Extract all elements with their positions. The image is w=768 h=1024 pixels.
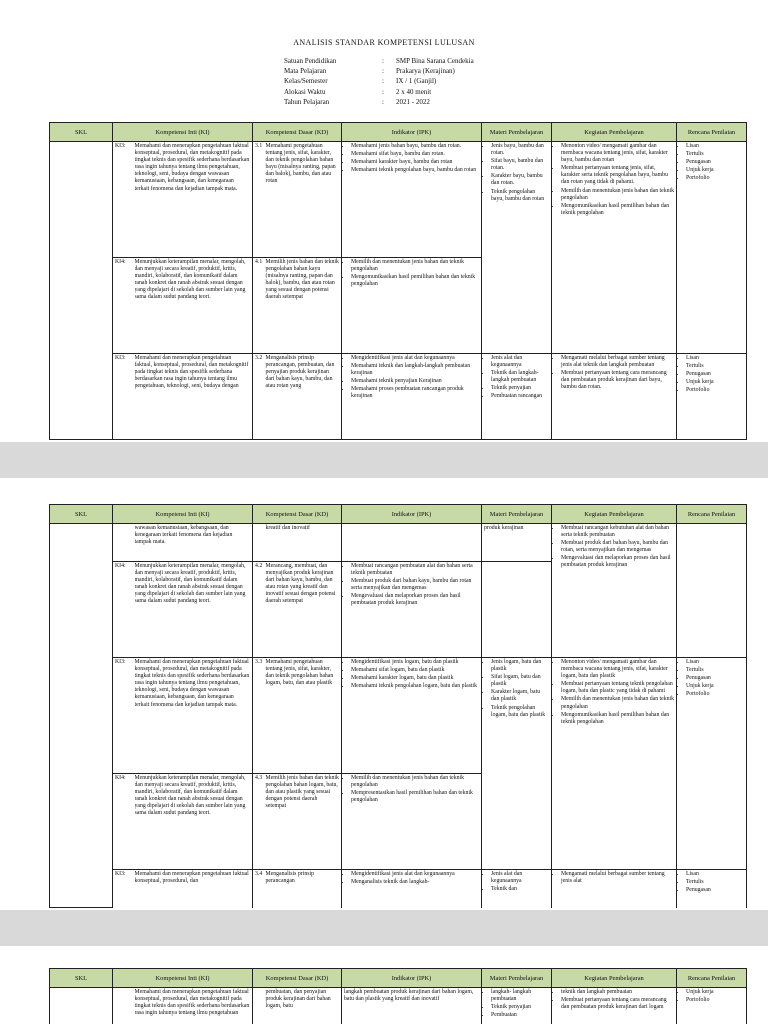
- kegiatan-item: • Memilih dan menentukan jenis bahan dan teknik pengolahan: [561, 696, 674, 710]
- ki-text: Memahami dan menerapkan pengetahuan faktual, konseptual, prosedural, dan metakognitif pada tingkat teknis dan spesifik sederhana berdasarkan rasa ingin tahunya tentang ilmu pengetahuan, teknologi, seni, budaya dengan: [135, 354, 253, 440]
- penilaian-item: • Tertulis: [686, 879, 744, 886]
- ipk-item: • Memahami proses pembuatan rancangan produk kerajinan: [351, 386, 479, 400]
- materi-item: • Pembuatan: [491, 1012, 549, 1019]
- kd-text: Memahami pengetahuan tentang jenis, sifat, karakter, dan teknik pengolahan bahan bayu (misalnya ranting, papan dan balok), bambu, dan atau rotan: [265, 142, 342, 258]
- ki-code: KI4:: [113, 562, 135, 658]
- ipk-item: • Memahami karakter bayu, bambu dan rotan: [351, 159, 479, 166]
- penilaian-item: • Penugasan: [686, 159, 744, 166]
- kd-number: 3.1: [253, 142, 265, 258]
- meta-value: 2 x 40 menit: [396, 87, 432, 96]
- skl-table-page-1: [49, 122, 747, 440]
- materi-item: • Jenis logam, batu dan plastik: [491, 659, 549, 673]
- ki-text: Menunjukkan keterampilan menalar, mengolah, dan menyaji secara kreatif, produktif, kritis, mandiri, kolaboratif, dan komunikatif dalam ranah konkret dan ranah abstrak sesuai dengan yang dipelajari di sekolah dan sumber lain yang sama dalam sudut pandang teori.: [135, 258, 253, 354]
- materi-item: • langkah- langkah pembuatan: [491, 989, 549, 1003]
- table-row: [50, 524, 747, 562]
- meta-label: Kelas/Semester: [284, 77, 328, 86]
- kegiatan-cell: [552, 870, 677, 908]
- meta-colon: :: [382, 57, 384, 65]
- materi-item: • Teknik dan: [491, 886, 549, 893]
- header-materi: Materi Pembelajaran: [482, 505, 552, 524]
- header-ipk: Indikator (IPK): [342, 123, 482, 142]
- ki-code: [113, 524, 135, 562]
- header-ki: Kompetensi Inti (KI): [113, 969, 253, 988]
- kegiatan-item: • Menonton video/ mengamati gambar dan membaca wacana tentang jenis, sifat, karakter logam, batu dan plastik: [561, 659, 674, 680]
- penilaian-item: • Lisan: [686, 871, 744, 878]
- materi-item: • Jenis alat dan kegunaannya: [491, 355, 549, 369]
- penilaian-item: • Tertulis: [686, 363, 744, 370]
- ipk-item: • Memahami teknik dan langkah-langkah pembuatan kerajinan: [351, 363, 479, 377]
- skl-table-page-3: [49, 968, 747, 1024]
- ipk-item: • Memahami teknik penyajian Kerajinan: [351, 378, 479, 385]
- ipk-item: • Mengomunikasikan hasil pemilihan bahan dan teknik pengolahan: [351, 274, 479, 288]
- kegiatan-item: • Mengamati melalui berbagai sumber tentang jenis alat: [561, 871, 674, 885]
- materi-item: • Jenis alat dan kegunaannya: [491, 871, 549, 885]
- table-header-row: [50, 505, 747, 524]
- table-row: [50, 658, 747, 774]
- ipk-item: • Membuat produk dari bahan kayu, bambu dan rotan serta menyajikan dan mengemas: [351, 578, 479, 592]
- ipk-cell: [342, 774, 482, 870]
- ki-text: Memahami dan menerapkan pengetahuan faktual konseptual, prosedural, dan metakognitif pada tingkat teknis dan spesifik sederhana berdasarkan rasa ingin tahunya tentang ilmu pengetahuan: [135, 988, 253, 1024]
- meta-row: [284, 87, 474, 97]
- header-ki: Kompetensi Inti (KI): [113, 505, 253, 524]
- materi-item: • Teknik dan langkah- langkah pembuatan: [491, 370, 549, 384]
- ipk-item: • Mengevaluasi dan melaporkan proses dan hasil pembuatan produk kerajinan: [351, 593, 479, 607]
- ki-code: KI3:: [113, 142, 135, 258]
- penilaian-item: • Unjuk kerja: [686, 989, 744, 996]
- materi-cell: [482, 354, 552, 440]
- kegiatan-cell: [552, 524, 677, 658]
- penilaian-item: • Unjuk kerja: [686, 167, 744, 174]
- header-skl: SKL: [50, 505, 113, 524]
- penilaian-item: • Lisan: [686, 355, 744, 362]
- ipk-item: • Menganalisis teknik dan langkah-: [351, 879, 479, 886]
- kegiatan-item: • Menonton video/ mengamati gambar dan membaca wacana tentang jenis, sifat, karakter bayu, bambu dan rotan: [561, 143, 674, 164]
- kegiatan-cell: [552, 142, 677, 354]
- header-penilaian: Rencana Penilaian: [677, 505, 747, 524]
- page-3: [0, 946, 768, 1024]
- kegiatan-item: • Mengomunikasikan hasil pemilihan bahan dan teknik pengolahan: [561, 203, 674, 217]
- kegiatan-item: • Membuat pertanyaan tentang jenis, sifat, karakter serta teknik pengolahan bayu, bambu dan rotan yang tidak di pahami.: [561, 165, 674, 186]
- materi-cell: [482, 562, 552, 658]
- ipk-item: • Memilih dan menentukan jenis bahan dan teknik pengolahan: [351, 775, 479, 789]
- skl-cell: [50, 988, 113, 1024]
- header-ipk: Indikator (IPK): [342, 505, 482, 524]
- ki-text: Memahami dan menerapkan pengetahuan faktual konseptual, prosedural, dan metakognitif pada tingkat teknis dan spesifik sederhana berdasarkan rasa ingin tahunya tentang ilmu pengetahuan, teknologi, seni, budaya dengan wawasan kemanusiaan, kebangsaan, dan kenegaraan terkait fenomena dan kejadian tampak mata.: [135, 142, 253, 258]
- header-ki: Kompetensi Inti (KI): [113, 123, 253, 142]
- kd-text: Menganalisis prinsip perancangan, pembuatan, dan penyajian produk kerajinan dari bahan kayu, bambu, dan atau rotan yang: [265, 354, 342, 440]
- ki-code: KI4:: [113, 258, 135, 354]
- ipk-item: • Mengidentifikasi jenis logam, batu dan plastik: [351, 659, 479, 666]
- ipk-cell: [342, 142, 482, 258]
- skl-table-page-2: [49, 504, 747, 908]
- page-1: [0, 0, 768, 442]
- penilaian-item: • Penugasan: [686, 675, 744, 682]
- kd-number: 3.3: [253, 658, 265, 774]
- ipk-item: • Mengidentifikasi jenis alat dan kegunaannya: [351, 871, 479, 878]
- materi-item: • Teknik pengolahan bayu, bambu dan rotan: [491, 189, 549, 203]
- meta-colon: :: [382, 77, 384, 86]
- ki-text: Menunjukkan keterampilan menalar, mengolah, dan menyaji secara kreatif, produktif, kritis, mandiri, kolaboratif, dan komunikatif dalam ranah konkret dan ranah abstrak sesuai dengan yang dipelajari di sekolah dan sumber lain yang sama dalam sudut pandang teori.: [135, 562, 253, 658]
- kd-text: Merancang, membuat, dan menyajikan produk kerajinan dari bahan kayu, bambu, dan atau rotan yang kreatif dan inovatif sesuai dengan potensi daerah setempat: [265, 562, 342, 658]
- kegiatan-item: • Membuat pertanyaan tentang cara merancang dan pembuatan produk kerajinan dari bayu, bambu dan rotan.: [561, 370, 674, 391]
- materi-item: • Sifat bayu, bambu dan rotan.: [491, 158, 549, 172]
- kd-number: 3.4: [253, 870, 265, 908]
- ki-code: [113, 988, 135, 1024]
- table-header-row: [50, 969, 747, 988]
- header-kd: Kompetensi Dasar (KD): [253, 505, 342, 524]
- header-skl: SKL: [50, 969, 113, 988]
- materi-item: • Karakter logam, batu dan plastik: [491, 689, 549, 703]
- penilaian-cell: [677, 988, 747, 1024]
- kegiatan-item: • Mengamati melalui berbagai sumber tentang jenis alat teknik dan langkah pembuatan: [561, 355, 674, 369]
- ipk-item: • Memahami karakter logam, batu dan plastik: [351, 675, 479, 682]
- ipk-cell: [342, 658, 482, 774]
- penilaian-item: • Lisan: [686, 143, 744, 150]
- penilaian-item: • Portofolio: [686, 175, 744, 182]
- kd-number: 3.2: [253, 354, 265, 440]
- ipk-item: • Memahami sifat logam, batu dan plastik: [351, 667, 479, 674]
- materi-item: • Teknik penyajian: [491, 385, 549, 392]
- header-skl: SKL: [50, 123, 113, 142]
- meta-row: [284, 97, 474, 107]
- meta-colon: :: [382, 67, 384, 76]
- materi-item: • Jenis bayu, bambu dan rotan.: [491, 143, 549, 157]
- meta-value: 2021 - 2022: [396, 97, 430, 106]
- kegiatan-item: • teknik dan langkah pembuatan: [561, 989, 674, 996]
- penilaian-item: • Portofolio: [686, 997, 744, 1004]
- meta-label: Tahun Pelajaran: [284, 97, 330, 106]
- skl-cell: [50, 142, 113, 440]
- materi-item: • Teknik penyajian: [491, 1004, 549, 1011]
- ipk-cell: langkah pembuatan produk kerajinan dari bahan logam, batu dan plastik yang kreatif dan inovatif: [342, 988, 482, 1024]
- ipk-item: • Memilih dan menentukan jenis bahan dan teknik pengolahan: [351, 259, 479, 273]
- penilaian-item: • Portofolio: [686, 691, 744, 698]
- penilaian-item: • Portofolio: [686, 387, 744, 394]
- penilaian-cell: [677, 142, 747, 354]
- kegiatan-item: • Mengevaluasi dan melaporkan proses dan hasil pembuatan produk kerajinan: [561, 555, 674, 569]
- ipk-item: • Memahami teknik pengolahan bayu, bambu dan rotan: [351, 167, 479, 174]
- ipk-item: • Memahami sifat bayu, bambu dan rotan.: [351, 151, 479, 158]
- ki-code: KI4:: [113, 774, 135, 870]
- kegiatan-item: • Mengomunikasikan hasil pemilihan bahan dan teknik pengolahan: [561, 712, 674, 726]
- table-row: [50, 870, 747, 908]
- kd-number: 4.1: [253, 258, 265, 354]
- kegiatan-item: • Membuat pertanyaan tentang teknik pengolahan logam, batu dan plastic yang tidak di pahami: [561, 681, 674, 695]
- penilaian-item: • Unjuk kerja: [686, 683, 744, 690]
- kd-text: kreatif dan inovatif: [265, 524, 342, 562]
- header-kegiatan: Kegiatan Pembelajaran: [552, 969, 677, 988]
- materi-item: • Sifat logam, batu dan plastik: [491, 674, 549, 688]
- ipk-cell: [342, 870, 482, 908]
- materi-cell: [482, 658, 552, 870]
- penilaian-cell: [677, 354, 747, 440]
- header-kegiatan: Kegiatan Pembelajaran: [552, 123, 677, 142]
- table-header-row: [50, 123, 747, 142]
- penilaian-cell: [677, 870, 747, 908]
- materi-cell: [482, 870, 552, 908]
- ipk-item: • Mengidentifikasi jenis alat dan kegunaannya: [351, 355, 479, 362]
- materi-item: • Karakter bayu, bambu dan rotan.: [491, 173, 549, 187]
- kd-text: Menganalisis prinsip perancangan: [265, 870, 342, 908]
- penilaian-cell: [677, 658, 747, 870]
- penilaian-item: • Penugasan: [686, 887, 744, 894]
- kd-text: Memilih jenis bahan dan teknik pengolahan bahan kayu (misalnya ranting, papan dan balok), bambu, dan atau rotan yang sesuai dengan potensi daerah setempat: [265, 258, 342, 354]
- table-row: [50, 142, 747, 258]
- header-materi: Materi Pembelajaran: [482, 123, 552, 142]
- ki-text: Menunjukkan keterampilan menalar, mengolah, dan menyaji secara kreatif, produktif, kritis, mandiri, kolaboratif, dan komunikatif dalam ranah konkret dan ranah abstrak sesuai dengan yang dipelajari di sekolah dan sumber lain yang sama dalam sudut pandang teori.: [135, 774, 253, 870]
- header-penilaian: Rencana Penilaian: [677, 123, 747, 142]
- penilaian-item: • Unjuk kerja: [686, 379, 744, 386]
- meta-label: Mata Pelajaran: [284, 67, 327, 76]
- kd-text: Memahami pengetahuan tentang jenis, sifat, karakter, dan teknik pengolahan bahan logam, batu, dan atau plastik: [265, 658, 342, 774]
- ipk-cell: [342, 258, 482, 354]
- kd-number: [253, 988, 265, 1024]
- page-2: [0, 478, 768, 910]
- materi-cell: [482, 988, 552, 1024]
- meta-label: Satuan Pendidikan: [284, 57, 337, 65]
- ki-text: wawasan kemanusiaan, kebangsaan, dan kenegaraan terkait fenomena dan kejadian tampak mata.: [135, 524, 253, 562]
- kegiatan-item: • Membuat produk dari bahan bayu, bambu dan rotan, serta menyajikan dan mengemas: [561, 540, 674, 554]
- header-kd: Kompetensi Dasar (KD): [253, 969, 342, 988]
- ipk-cell: [342, 354, 482, 440]
- ipk-cell: [342, 562, 482, 658]
- kegiatan-item: • Membuat rancangan kebutuhan alat dan bahan serta teknik pembuatan: [561, 525, 674, 539]
- penilaian-item: • Tertulis: [686, 151, 744, 158]
- skl-cell: [50, 524, 113, 908]
- kd-text: pembuatan, dan penyajian produk kerajinan dari bahan logam, batu: [265, 988, 342, 1024]
- meta-value: IX / 1 (Ganjil): [396, 77, 437, 86]
- meta-row: [284, 76, 474, 86]
- ki-text: Memahami dan menerapkan pengetahuan faktual konseptual, prosedural, dan metakognitif pada tingkat teknis dan spesifik sederhana berdasarkan rasa ingin tahunya tentang ilmu pengetahuan, teknologi, seni, budaya dengan wawasan kemanusiaan, kebangsaan, dan kenegaraan terkait fenomena dan kejadian tampak mata.: [135, 658, 253, 774]
- materi-item: • Teknik pengolahan logam, batu dan plastik: [491, 705, 549, 719]
- document-title: ANALISIS STANDAR KOMPETENSI LULUSAN: [293, 38, 475, 47]
- ipk-item: • Memahami teknik pengolahan logam, batu dan plastik: [351, 683, 479, 690]
- header-ipk: Indikator (IPK): [342, 969, 482, 988]
- kegiatan-cell: [552, 354, 677, 440]
- table-row: [50, 354, 747, 440]
- meta-value: SMP Bina Sarana Cendekia: [396, 57, 474, 65]
- kd-text: Memilih jenis bahan dan teknik pengolahan bahan logam, batu, dan atau plastik yang sesuai dengan potensi daerah setempat: [265, 774, 342, 870]
- penilaian-item: • Lisan: [686, 659, 744, 666]
- ipk-item: • Mempresentasikan hasil pemilihan bahan dan teknik pengolahan: [351, 790, 479, 804]
- meta-label: Alokasi Waktu: [284, 87, 326, 96]
- meta-row: [284, 66, 474, 76]
- ipk-cell: [342, 524, 482, 562]
- materi-cell: produk kerajinan: [482, 524, 552, 562]
- penilaian-cell: [677, 524, 747, 658]
- ki-code: KI3:: [113, 870, 135, 908]
- ipk-item: • Memahami jenis bahan bayu, bambu dan rotan.: [351, 143, 479, 150]
- meta-row: [284, 56, 474, 66]
- ki-code: KI3:: [113, 354, 135, 440]
- materi-item: • Pembuatan rancangan: [491, 393, 549, 400]
- header-kegiatan: Kegiatan Pembelajaran: [552, 505, 677, 524]
- kegiatan-item: • Memilih dan menentukan jenis bahan dan teknik pengolahan: [561, 188, 674, 202]
- kd-number: 4.3: [253, 774, 265, 870]
- ipk-item: • Membuat rancangan pembuatan alat dan bahan serta teknik pembuatan: [351, 563, 479, 577]
- meta-value: Prakarya (Kerajinan): [396, 67, 455, 76]
- kegiatan-cell: [552, 658, 677, 870]
- materi-cell: [482, 142, 552, 354]
- kd-number: [253, 524, 265, 562]
- kegiatan-item: • Membuat pertanyaan tentang cara merancang dan pembuatan produk kerajinan dari logam: [561, 997, 674, 1011]
- header-materi: Materi Pembelajaran: [482, 969, 552, 988]
- penilaian-item: • Penugasan: [686, 371, 744, 378]
- kd-number: 4.2: [253, 562, 265, 658]
- kegiatan-cell: [552, 988, 677, 1024]
- meta-colon: :: [382, 97, 384, 106]
- document-meta: [284, 56, 474, 107]
- header-kd: Kompetensi Dasar (KD): [253, 123, 342, 142]
- header-penilaian: Rencana Penilaian: [677, 969, 747, 988]
- penilaian-item: • Tertulis: [686, 667, 744, 674]
- ki-code: KI3:: [113, 658, 135, 774]
- table-row: [50, 988, 747, 1024]
- ki-text: Memahami dan menerapkan pengetahuan faktual konseptual, prosedural, dan: [135, 870, 253, 908]
- meta-colon: :: [382, 87, 384, 96]
